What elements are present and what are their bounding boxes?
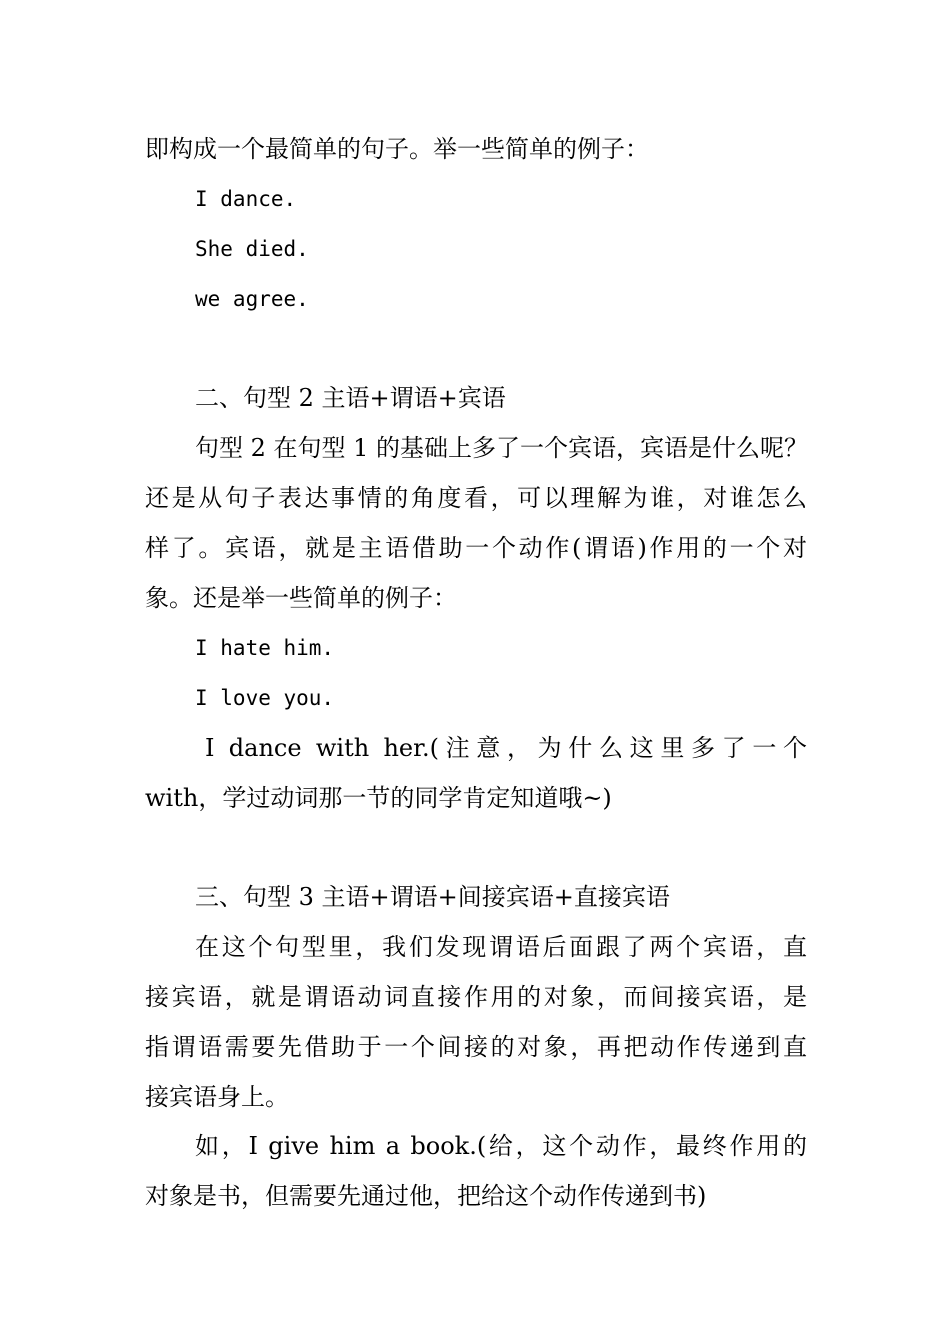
example-sentence: She died. xyxy=(195,237,309,261)
paragraph-line: 接宾语身上。 xyxy=(145,1083,289,1111)
paragraph-line: I dance with her.(注意，为什么这里多了一个 xyxy=(205,734,807,762)
example-sentence: we agree. xyxy=(195,287,309,311)
paragraph-line: 即构成一个最简单的句子。举一些简单的例子： xyxy=(145,135,649,163)
example-sentence: I hate him. xyxy=(195,636,335,660)
section-heading: 三、句型 3 主语+谓语+间接宾语+直接宾语 xyxy=(195,883,670,911)
paragraph-line: 对象是书，但需要先通过他，把给这个动作传递到书) xyxy=(145,1182,707,1210)
paragraph-line: 指谓语需要先借助于一个间接的对象，再把动作传递到直 xyxy=(145,1033,807,1061)
paragraph-line: 句型 2 在句型 1 的基础上多了一个宾语，宾语是什么呢？ xyxy=(195,434,809,462)
paragraph-line: 接宾语，就是谓语动词直接作用的对象，而间接宾语，是 xyxy=(145,983,807,1011)
section-heading: 二、句型 2 主语+谓语+宾语 xyxy=(195,384,506,412)
paragraph-line: 在这个句型里，我们发现谓语后面跟了两个宾语，直 xyxy=(195,933,807,961)
paragraph-line: 象。还是举一些简单的例子： xyxy=(145,584,457,612)
example-sentence: I love you. xyxy=(195,686,335,710)
example-sentence: I dance. xyxy=(195,187,297,211)
paragraph-line: 样了。宾语，就是主语借助一个动作(谓语)作用的一个对 xyxy=(145,534,807,562)
paragraph-line: 如，I give him a book.(给，这个动作，最终作用的 xyxy=(195,1132,807,1160)
paragraph-line: 还是从句子表达事情的角度看，可以理解为谁，对谁怎么 xyxy=(145,484,807,512)
paragraph-line: with，学过动词那一节的同学肯定知道哦~) xyxy=(145,784,612,812)
